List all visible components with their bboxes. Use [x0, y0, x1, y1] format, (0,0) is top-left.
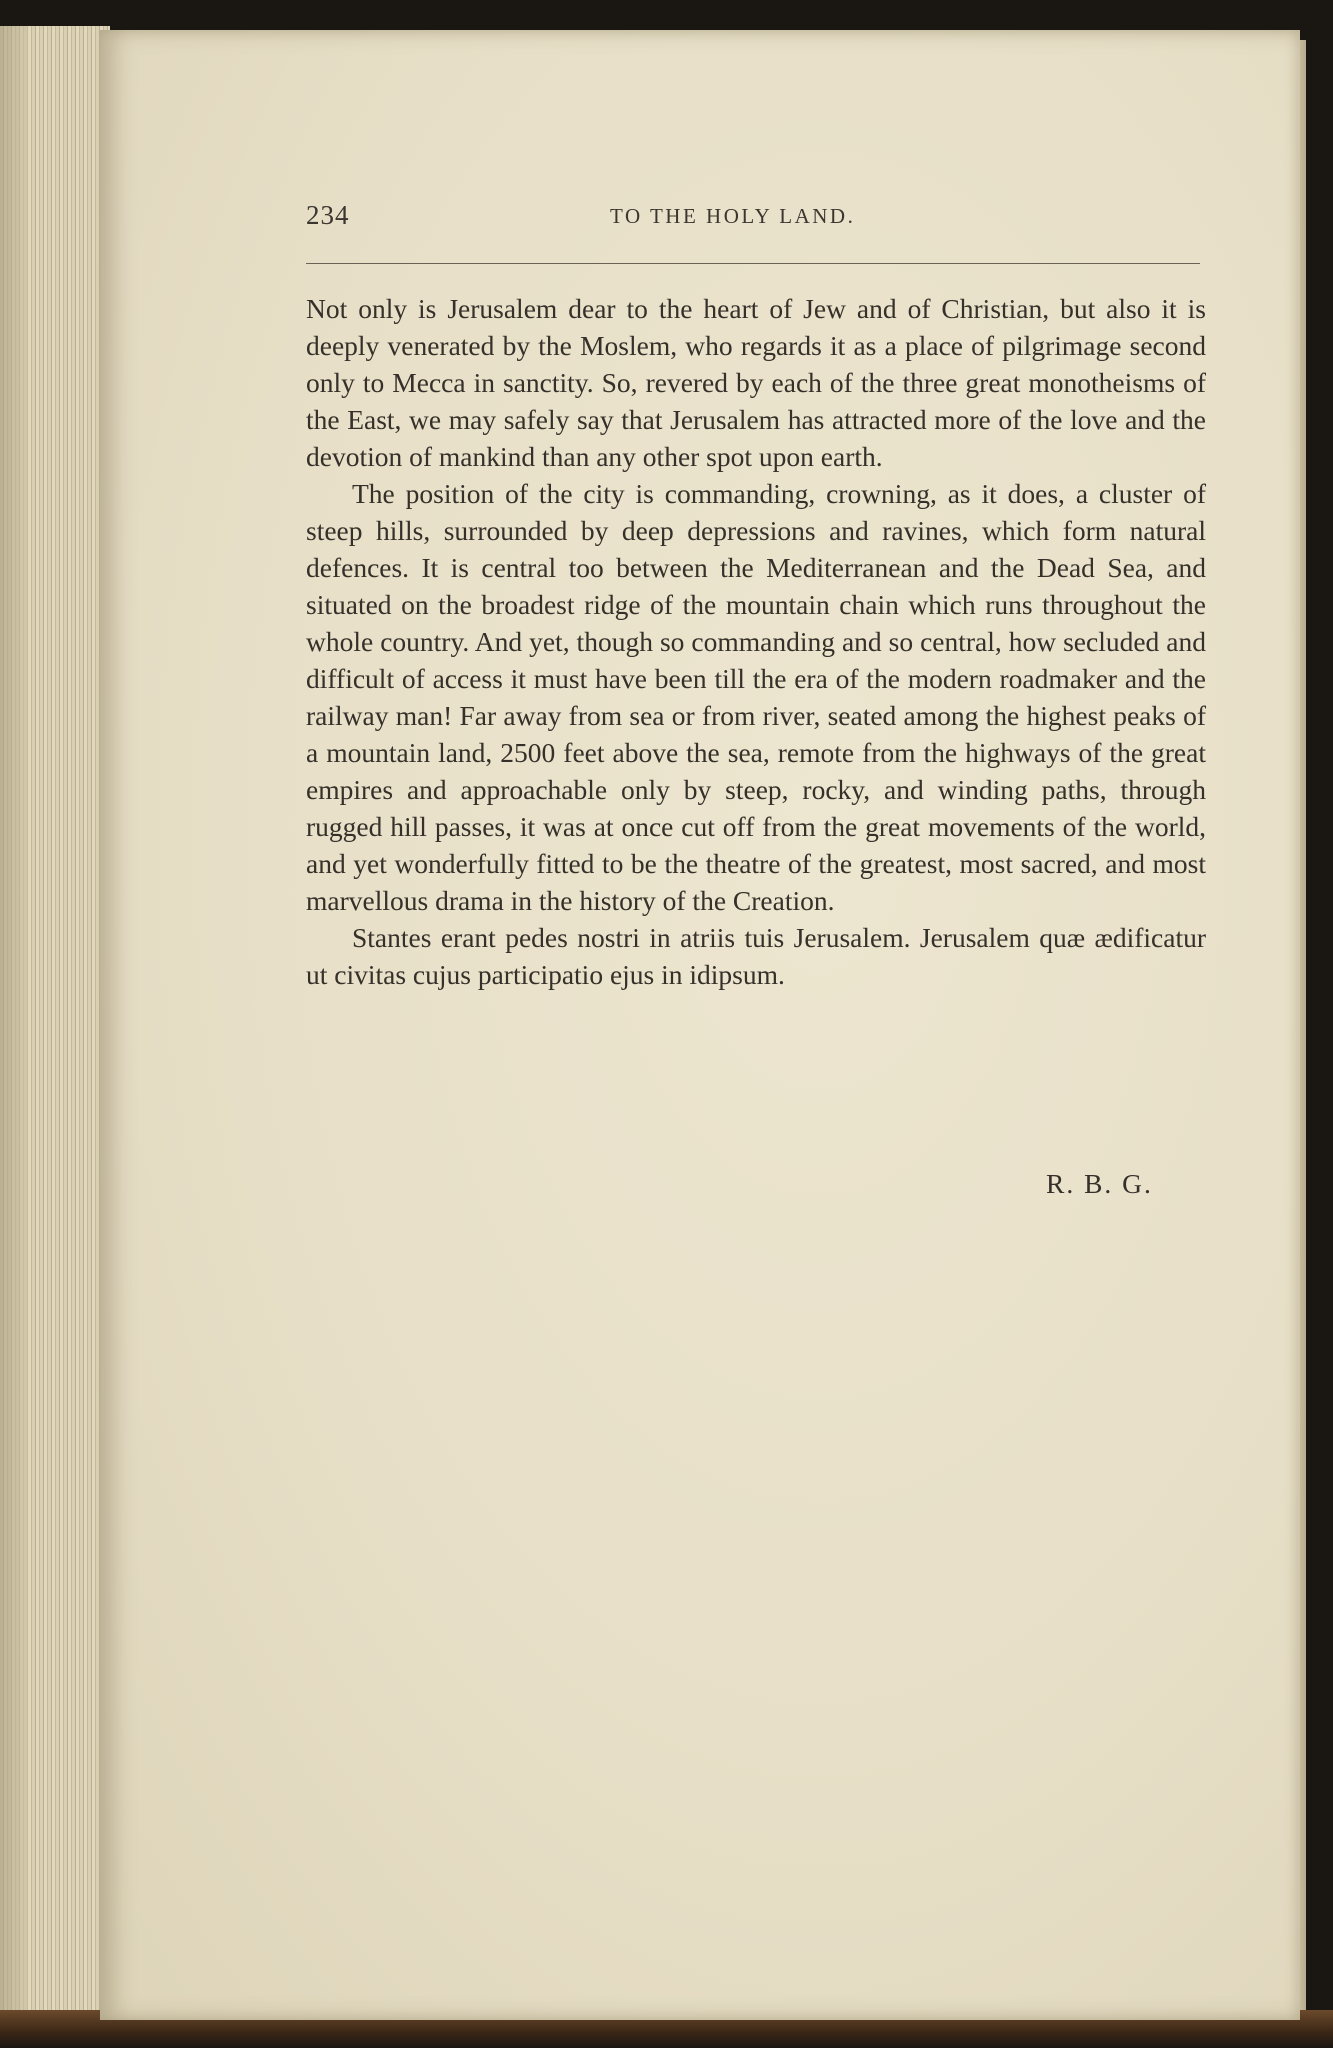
page-number: 234 [306, 200, 350, 230]
running-head: TO THE HOLY LAND. [610, 204, 856, 228]
paragraph: Stantes erant pedes nostri in atriis tuis Jerusalem. Jerusalem quæ ædificatur ut civitas cujus participatio ejus in idipsum. [306, 922, 1206, 990]
body-text [306, 290, 1206, 993]
paragraph: The position of the city is commanding, crowning, as it does, a cluster of steep hills, surrounded by deep depressions and ravines, which form natural defences. It is central too between the Mediterranean and the Dead Sea, and situated on the broadest ridge of the mountain chain which runs throughout the whole country. And yet, though so commanding and so central, how secluded and difficult of access it must have been till the era of the modern roadmaker and the railway man! Far away from sea or from river, seated among the highest peaks of a mountain land, 2500 feet above the sea, remote from the highways of the great empires and approachable only by steep, rocky, and winding paths, through rugged hill passes, it was at once cut off from the great movements of the world, and yet wonderfully fitted to be the theatre of the greatest, most sacred, and most marvellous drama in the history of the Creation. [306, 478, 1206, 916]
paragraph: Not only is Jerusalem dear to the heart of Jew and of Christian, but also it is deeply venerated by the Moslem, who regards it as a place of pilgrimage second only to Mecca in sanctity. So, revered by each of the three great monotheisms of the East, we may safely say that Jerusalem has attracted more of the love and the devotion of mankind than any other spot upon earth. [306, 293, 1206, 472]
page-edges [0, 26, 110, 2026]
signature: R. B. G. [1046, 1168, 1153, 1199]
header-rule [306, 263, 1200, 264]
page-header [306, 200, 1202, 240]
